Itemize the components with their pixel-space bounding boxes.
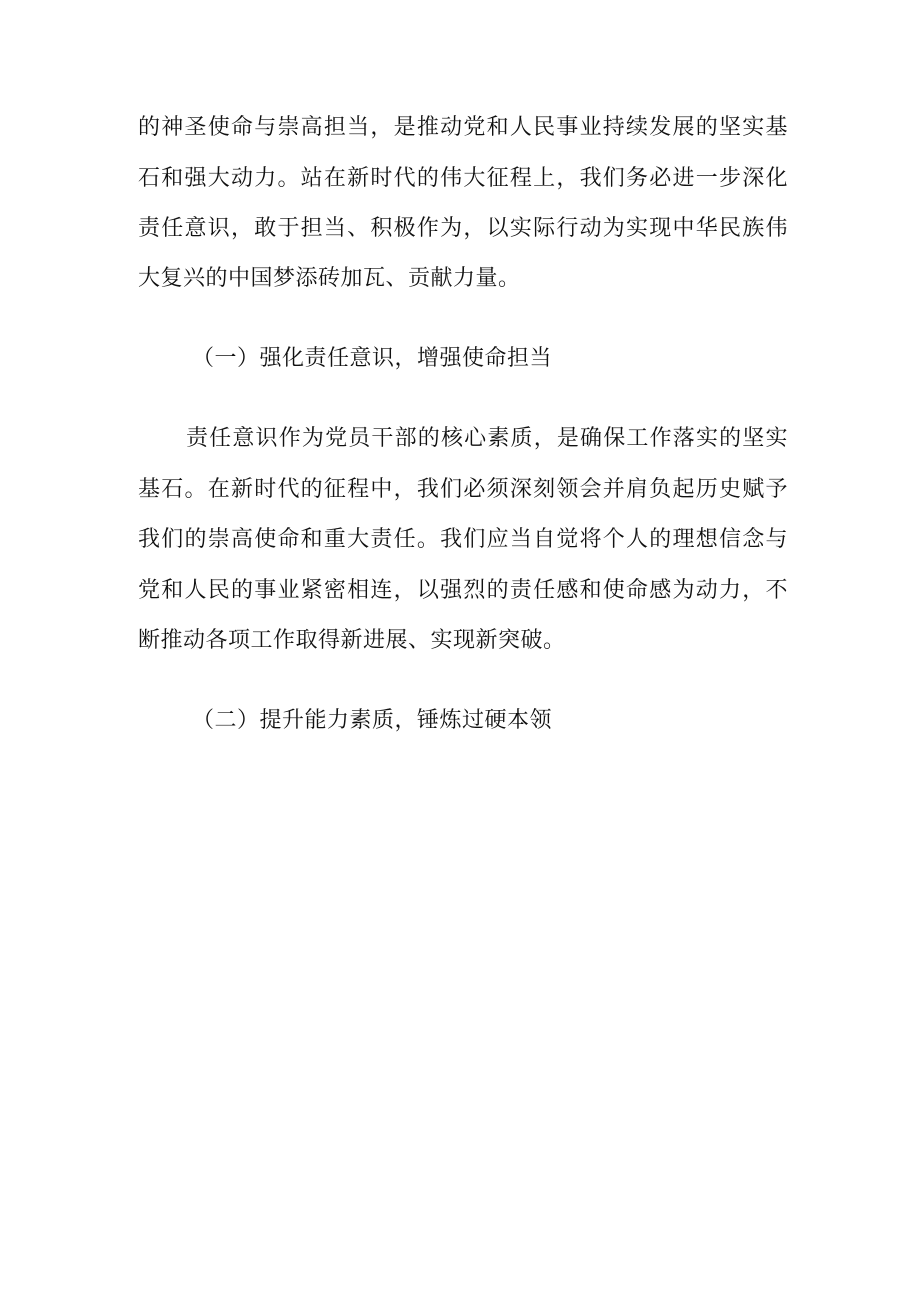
intro-paragraph-line-2: 石和强大动力。站在新时代的伟大征程上，我们务必进一步深化 xyxy=(138,166,788,191)
section1-paragraph-line-4: 党和人民的事业紧密相连，以强烈的责任感和使命感为动力，不 xyxy=(138,578,788,603)
section1-paragraph-line-5: 断推动各项工作取得新进展、实现新突破。 xyxy=(138,628,566,653)
intro-paragraph-line-3: 责任意识，敢于担当、积极作为，以实际行动为实现中华民族伟 xyxy=(138,216,788,241)
section-heading-1: （一）强化责任意识，增强使命担当 xyxy=(192,346,553,371)
intro-paragraph-line-4: 大复兴的中国梦添砖加瓦、贡献力量。 xyxy=(138,266,521,291)
section1-paragraph-line-1: 责任意识作为党员干部的核心素质，是确保工作落实的坚实 xyxy=(186,426,788,451)
intro-paragraph-line-1: 的神圣使命与崇高担当，是推动党和人民事业持续发展的坚实基 xyxy=(138,115,788,140)
section1-paragraph-line-3: 我们的崇高使命和重大责任。我们应当自觉将个人的理想信念与 xyxy=(138,527,788,552)
section-heading-2: （二）提升能力素质，锤炼过硬本领 xyxy=(192,708,553,733)
section1-paragraph-line-2: 基石。在新时代的征程中，我们必须深刻领会并肩负起历史赋予 xyxy=(138,477,788,502)
